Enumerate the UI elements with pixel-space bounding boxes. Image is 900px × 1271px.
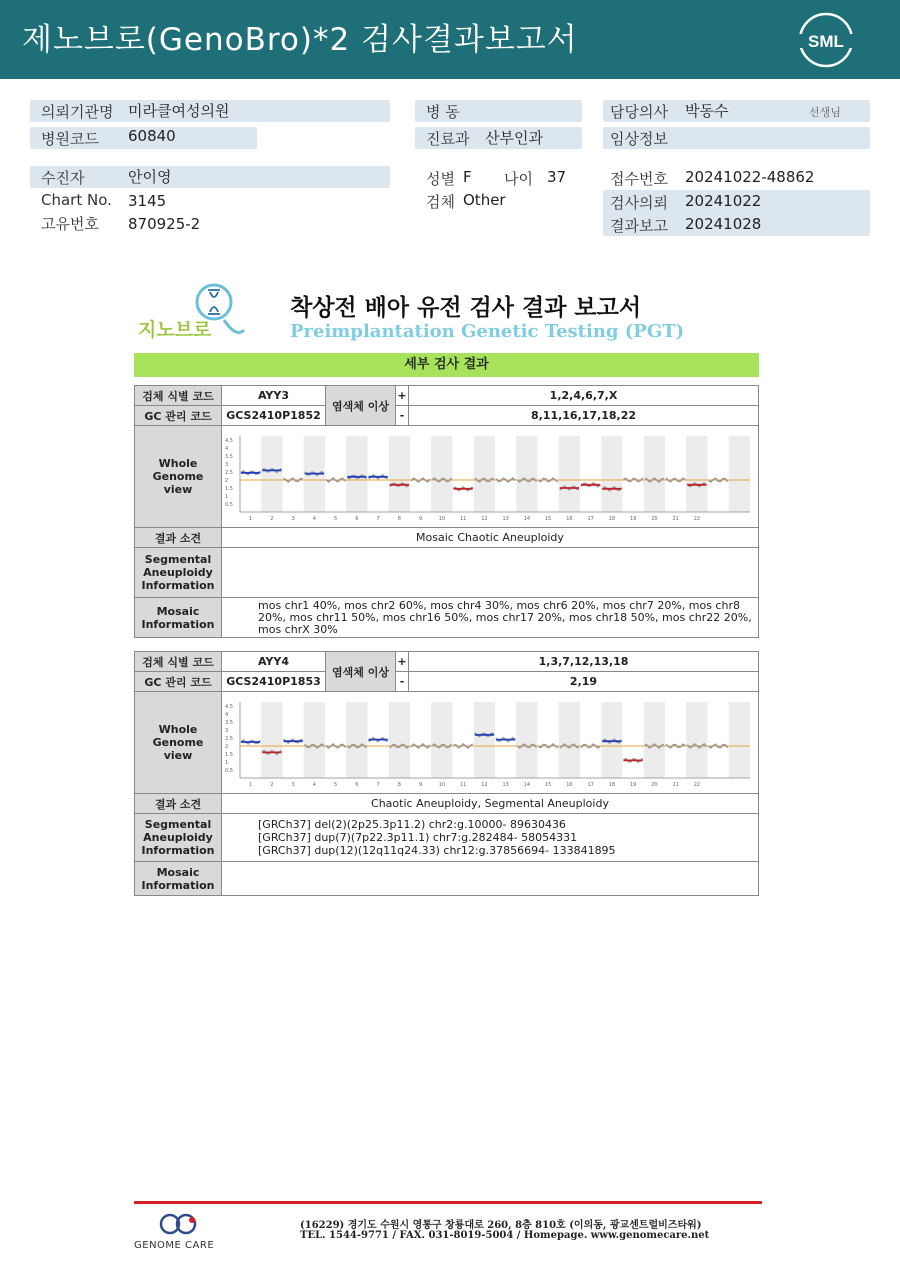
chromosome-band	[729, 436, 750, 512]
x-tick-label: 3	[291, 782, 295, 788]
x-tick-label: 7	[376, 782, 380, 788]
y-tick-label: 1.5	[225, 486, 233, 492]
footer-contact: TEL. 1544-9771 / FAX. 031-8019-5004 / Homepage. www.genomecare.net	[300, 1230, 710, 1241]
footer-address: (16229) 경기도 수원시 영통구 창룡대로 260, 8층 810호 (이의동, 광교센트럴비즈타워)	[300, 1220, 702, 1231]
report-date-value: 20241028	[685, 215, 762, 233]
section-header: 세부 검사 결과	[134, 353, 759, 377]
x-tick-label: 19	[629, 516, 637, 522]
uid-value: 870925-2	[128, 215, 201, 233]
sml-logo-text: SML	[808, 32, 844, 51]
segmental-line: [GRCh37] dup(7)(7p22.3p11.1) chr7:g.282484- 58054331	[258, 831, 578, 844]
footer-divider	[134, 1201, 762, 1204]
request-value: 20241022	[685, 192, 762, 210]
ward-label: 병 동	[426, 103, 460, 121]
institution-label: 의뢰기관명	[41, 103, 114, 121]
specimen-label: 검체	[426, 193, 455, 211]
sml-logo	[796, 10, 856, 70]
x-tick-label: 4	[312, 516, 316, 522]
segmental-line: [GRCh37] dup(12)(12q11q24.33) chr12:g.37856694- 133841895	[258, 844, 616, 857]
sample-code-label: 검체 식별 코드	[135, 652, 222, 672]
sample-code-label: 검체 식별 코드	[135, 386, 222, 406]
x-tick-label: 17	[587, 782, 594, 788]
chromosome-band	[644, 436, 665, 512]
x-tick-label: 7	[376, 516, 380, 522]
whole-genome-cell	[222, 426, 759, 528]
x-tick-label: 21	[672, 516, 679, 522]
patient-value: 안이영	[128, 168, 172, 186]
x-tick-label: 13	[502, 516, 509, 522]
uid-label: 고유번호	[41, 215, 99, 233]
mosaic-value	[222, 862, 759, 896]
x-tick-label: 11	[459, 516, 467, 522]
report-title-en: Preimplantation Genetic Testing (PGT)	[290, 321, 685, 342]
gain-chromosomes: 1,3,7,12,13,18	[409, 652, 759, 672]
doctor-suffix: 선생님	[809, 106, 841, 119]
finding-value: Chaotic Aneuploidy, Segmental Aneuploidy	[222, 794, 759, 814]
x-tick-label: 6	[355, 516, 359, 522]
y-tick-label: 1.5	[225, 752, 233, 758]
loss-chromosomes: 8,11,16,17,18,22	[409, 406, 759, 426]
loss-sign: -	[396, 406, 409, 426]
x-tick-label: 9	[419, 782, 423, 788]
whole-genome-plot	[222, 426, 754, 524]
chromosome-band	[516, 702, 537, 778]
x-tick-label: 10	[438, 782, 446, 788]
genobro-logo-text: 지노브로	[138, 319, 212, 341]
embryo-table-1	[134, 385, 759, 638]
page-title: 제노브로(GenoBro)*2 검사결과보고서	[22, 22, 578, 58]
x-tick-label: 12	[481, 516, 488, 522]
institution-value: 미라클여성의원	[128, 102, 230, 120]
x-tick-label: 16	[566, 782, 573, 788]
y-tick-label: 4	[225, 446, 229, 452]
x-tick-label: 2	[270, 516, 274, 522]
y-tick-label: 3.5	[225, 454, 233, 460]
y-tick-label: 0.5	[225, 768, 233, 774]
footer-brand: GENOME CARE	[134, 1240, 215, 1251]
chromosome-band	[431, 436, 452, 512]
age-label: 나이	[504, 170, 533, 188]
sex-value: F	[463, 168, 472, 186]
x-tick-label: 22	[693, 516, 701, 522]
x-tick-label: 1	[249, 782, 253, 788]
x-tick-label: 12	[481, 782, 488, 788]
y-tick-label: 3	[225, 462, 229, 468]
x-tick-label: 1	[249, 516, 253, 522]
x-tick-label: 8	[397, 782, 401, 788]
mosaic-label: Mosaic Information	[135, 862, 222, 896]
chromosome-band	[389, 702, 410, 778]
doctor-value: 박동수	[685, 102, 729, 120]
gc-code-value: GCS2410P1853	[222, 672, 326, 692]
x-tick-label: 4	[312, 782, 316, 788]
finding-label: 결과 소견	[135, 528, 222, 548]
x-tick-label: 10	[438, 516, 446, 522]
x-tick-label: 22	[693, 782, 701, 788]
y-tick-label: 2.5	[225, 736, 233, 742]
x-tick-label: 16	[566, 516, 573, 522]
chromosome-band	[304, 702, 325, 778]
receipt-label: 접수번호	[610, 170, 668, 188]
receipt-value: 20241022-48862	[685, 168, 815, 186]
mosaic-label: Mosaic Information	[135, 598, 222, 638]
y-tick-label: 1	[225, 760, 229, 766]
y-tick-label: 4.5	[225, 704, 233, 710]
gc-code-label: GC 관리 코드	[135, 672, 222, 692]
segmental-label: Segmental Aneuploidy Information	[135, 548, 222, 598]
loss-sign: -	[396, 672, 409, 692]
embryo-table-2	[134, 651, 759, 896]
x-tick-label: 11	[459, 782, 467, 788]
gc-code-label: GC 관리 코드	[135, 406, 222, 426]
doctor-label: 담당의사	[610, 103, 668, 121]
y-tick-label: 0.5	[225, 502, 233, 508]
chromosome-band	[686, 702, 707, 778]
chromosome-band	[516, 436, 537, 512]
sample-code-value: AYY4	[222, 652, 326, 672]
segmental-line: [GRCh37] del(2)(2p25.3p11.2) chr2:g.10000- 89630436	[258, 818, 566, 831]
x-tick-label: 20	[651, 516, 658, 522]
department-label: 진료과	[426, 130, 470, 148]
whole-genome-label: Whole Genome view	[135, 692, 222, 794]
y-tick-label: 2	[225, 478, 229, 484]
y-tick-label: 3	[225, 728, 229, 734]
gain-chromosomes: 1,2,4,6,7,X	[409, 386, 759, 406]
segmental-value	[222, 548, 759, 598]
chromosome-band	[474, 436, 495, 512]
x-tick-label: 18	[608, 782, 616, 788]
chromosome-band	[601, 436, 622, 512]
y-tick-label: 1	[225, 494, 229, 500]
x-tick-label: 20	[651, 782, 658, 788]
clinical-label: 임상정보	[610, 130, 668, 148]
gain-sign: +	[396, 652, 409, 672]
mosaic-value: mos chr1 40%, mos chr2 60%, mos chr4 30%, mos chr6 20%, mos chr7 20%, mos chr8 20%, mos chr11 50%, mos chr16 50%, mos chr17 20%, mos chr18 50%, mos chr22 20%, mos chrX 30%	[222, 598, 759, 638]
sex-label: 성별	[426, 170, 455, 188]
x-tick-label: 15	[544, 782, 552, 788]
chromosome-band	[686, 436, 707, 512]
segmental-value	[222, 814, 759, 862]
x-tick-label: 8	[397, 516, 401, 522]
patient-label: 수진자	[41, 169, 85, 187]
report-title-ko: 착상전 배아 유전 검사 결과 보고서	[290, 295, 642, 321]
chromosome-band	[431, 702, 452, 778]
x-tick-label: 2	[270, 782, 274, 788]
finding-label: 결과 소견	[135, 794, 222, 814]
x-tick-label: 17	[587, 516, 594, 522]
chromosome-band	[729, 702, 750, 778]
department-value: 산부인과	[485, 129, 543, 147]
x-tick-label: 3	[291, 516, 295, 522]
finding-value: Mosaic Chaotic Aneuploidy	[222, 528, 759, 548]
chromosome-band	[346, 702, 367, 778]
chromosome-band	[559, 436, 580, 512]
y-tick-label: 2	[225, 744, 229, 750]
whole-genome-label: Whole Genome view	[135, 426, 222, 528]
y-tick-label: 3.5	[225, 720, 233, 726]
abnormality-label: 염색체 이상	[326, 386, 396, 426]
chromosome-band	[559, 702, 580, 778]
y-tick-label: 4.5	[225, 438, 233, 444]
chromosome-band	[389, 436, 410, 512]
chart-value: 3145	[128, 192, 167, 210]
y-tick-label: 2.5	[225, 470, 233, 476]
hospital-code-label: 병원코드	[41, 130, 99, 148]
genobro-logo	[136, 280, 246, 342]
chromosome-band	[261, 436, 282, 512]
x-tick-label: 5	[334, 782, 338, 788]
specimen-value: Other	[463, 191, 506, 209]
chromosome-band	[346, 436, 367, 512]
segmental-label: Segmental Aneuploidy Information	[135, 814, 222, 862]
age-value: 37	[547, 168, 567, 186]
gc-code-value: GCS2410P1852	[222, 406, 326, 426]
x-tick-label: 9	[419, 516, 423, 522]
chromosome-band	[261, 702, 282, 778]
whole-genome-cell	[222, 692, 759, 794]
report-date-label: 결과보고	[610, 217, 668, 235]
x-tick-label: 15	[544, 516, 552, 522]
gain-sign: +	[396, 386, 409, 406]
sample-code-value: AYY3	[222, 386, 326, 406]
x-tick-label: 19	[629, 782, 637, 788]
chromosome-band	[644, 702, 665, 778]
hospital-code-value: 60840	[128, 127, 176, 145]
whole-genome-plot	[222, 692, 754, 790]
x-tick-label: 13	[502, 782, 509, 788]
chart-label: Chart No.	[41, 191, 112, 209]
x-tick-label: 5	[334, 516, 338, 522]
x-tick-label: 14	[523, 516, 531, 522]
request-label: 검사의뢰	[610, 194, 668, 212]
abnormality-label: 염색체 이상	[326, 652, 396, 692]
chromosome-band	[474, 702, 495, 778]
x-tick-label: 18	[608, 516, 616, 522]
x-tick-label: 14	[523, 782, 531, 788]
y-tick-label: 4	[225, 712, 229, 718]
loss-chromosomes: 2,19	[409, 672, 759, 692]
x-tick-label: 21	[672, 782, 679, 788]
x-tick-label: 6	[355, 782, 359, 788]
